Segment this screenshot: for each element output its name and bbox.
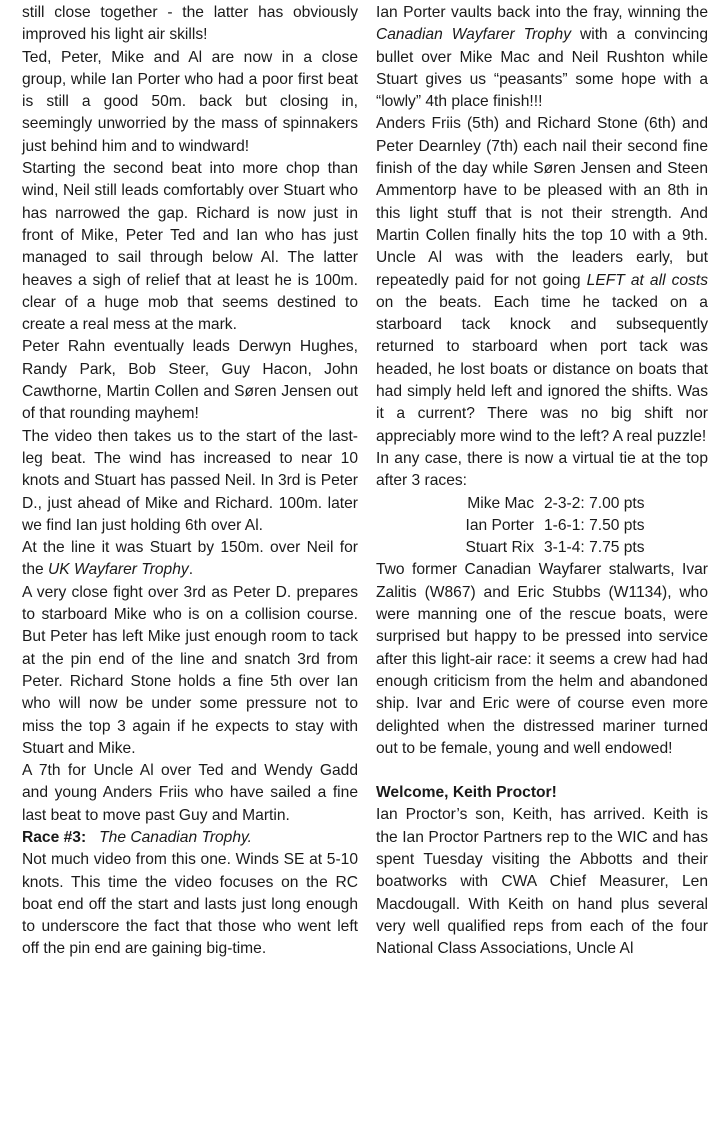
paragraph — [22, 537, 358, 582]
paragraph: Peter Rahn eventually leads Derwyn Hughes, Randy Park, Bob Steer, Guy Hacon, John Cawthorne, Martin Collen and Søren Jensen out of that rounding mayhem! — [22, 338, 358, 423]
race-title: The Canadian Trophy. — [99, 828, 253, 846]
emphasis: LEFT at all costs — [586, 271, 708, 289]
paragraph: Ted, Peter, Mike and Al are now in a close group, while Ian Porter who had a poor first beat is still a good 50m. back but closing in, seemingly unworried by the mass of spinnakers just behind him and to windward! — [22, 48, 358, 155]
sailor-name: Mike Mac — [467, 494, 534, 512]
sailor-score: 2-3-2: 7.00 pts — [544, 494, 645, 512]
text: Anders Friis (5th) and Richard Stone (6th) and Peter Dearnley (7th) each nail their second fine finish of the day while Søren Jensen and Steen Ammentorp have to be pleased with an 8th in this light stuff that is not their strength. And Martin Collen finally hits the top 10 with a 9th. Uncle Al was with the leaders early, but repeatedly paid for not going — [376, 115, 708, 289]
text: on the beats. Each time he tacked on a starboard tack knock and subsequently returned to starboard when port tack was headed, he lost boats or distance on boats that had simply held left and ignored the shifts. Was it a current? There was no big shift nor appreciably more wind to the left? A real puzzle! — [376, 293, 708, 445]
text: . — [188, 561, 194, 579]
paragraph: The video then takes us to the start of the last-leg beat. The wind has increased to near 10 knots and Stuart has passed Neil. In 3rd is Peter D., just ahead of Mike and Richard. 100m. later we find Ian just holding 6th over Al. — [22, 427, 358, 534]
paragraph: Starting the second beat into more chop than wind, Neil still leads comfortably over Stuart who has narrowed the gap. Richard is now just in front of Mike, Peter Ted and Ian who has just managed to sail through below Al. The latter heaves a sigh of relief that at least he is 100m. clear of a huge mob that seems destined to create a real mess at the mark. — [22, 160, 358, 334]
paragraph: A 7th for Uncle Al over Ted and Wendy Gadd and young Anders Friis who have sailed a fine last beat to move past Guy and Martin. — [22, 762, 358, 824]
paragraph: still close together - the latter has obviously improved his light air skills! — [22, 4, 358, 44]
paragraph: Not much video from this one. Winds SE at 5-10 knots. This time the video focuses on the RC boat end off the start and lasts just long enough to underscore the fact that those who went left off the pin end are gaining big-time. — [22, 851, 358, 958]
standings-row — [376, 515, 708, 537]
sailor-name: Ian Porter — [465, 516, 534, 534]
paragraph — [376, 2, 708, 113]
text: At the line it was Stuart by 150m. over Neil for the — [22, 539, 358, 579]
standings-row — [376, 537, 708, 559]
trophy-name: UK Wayfarer Trophy — [48, 561, 189, 579]
standings-table — [376, 493, 708, 560]
heading-text: Welcome, Keith Proctor! — [376, 784, 557, 802]
text: Ian Porter vaults back into the fray, winning the — [376, 4, 708, 21]
trophy-name: Canadian Wayfarer Trophy — [376, 26, 572, 44]
paragraph: Two former Canadian Wayfarer stalwarts, Ivar Zalitis (W867) and Eric Stubbs (W1134), who were manning one of the rescue boats, were surprised but happy to be pressed into service after this light-air race: it seems a crew had had enough criticism from the helm and abandoned ship. Ivar and Eric were of course even more delighted when the distressed mariner turned out to be female, young and well endowed! — [376, 561, 708, 757]
sailor-name: Stuart Rix — [465, 539, 534, 557]
race-label: Race #3: — [22, 828, 87, 846]
text: with a convincing bullet over Mike Mac and Neil Rushton while Stuart gives us “peasants” some hope with a “lowly” 4th place finish!!! — [376, 26, 708, 111]
sailor-score: 3-1-4: 7.75 pts — [544, 539, 645, 557]
paragraph: A very close fight over 3rd as Peter D. prepares to starboard Mike who is on a collision course. But Peter has left Mike just enough room to tack at the pin end of the line and snatch 3rd from Peter. Richard Stone holds a fine 5th over Ian who will now be under some pressure not to miss the top 3 again if he expects to stay with Stuart and Mike. — [22, 583, 358, 757]
section-heading — [376, 782, 708, 804]
paragraph — [376, 113, 708, 447]
paragraph: In any case, there is now a virtual tie at the top after 3 races: — [376, 449, 708, 490]
right-column — [376, 2, 708, 960]
section-spacer — [376, 760, 708, 782]
left-column — [22, 2, 358, 961]
race-heading — [22, 827, 358, 849]
paragraph: Ian Proctor’s son, Keith, has arrived. Keith is the Ian Proctor Partners rep to the WIC and has spent Tuesday visiting the Abbotts and their boatworks with CWA Chief Measurer, Len Macdougall. With Keith on hand plus several very well qualified reps from each of the four National Class Associations, Uncle Al — [376, 806, 708, 958]
sailor-score: 1-6-1: 7.50 pts — [544, 516, 645, 534]
standings-row — [376, 493, 708, 515]
